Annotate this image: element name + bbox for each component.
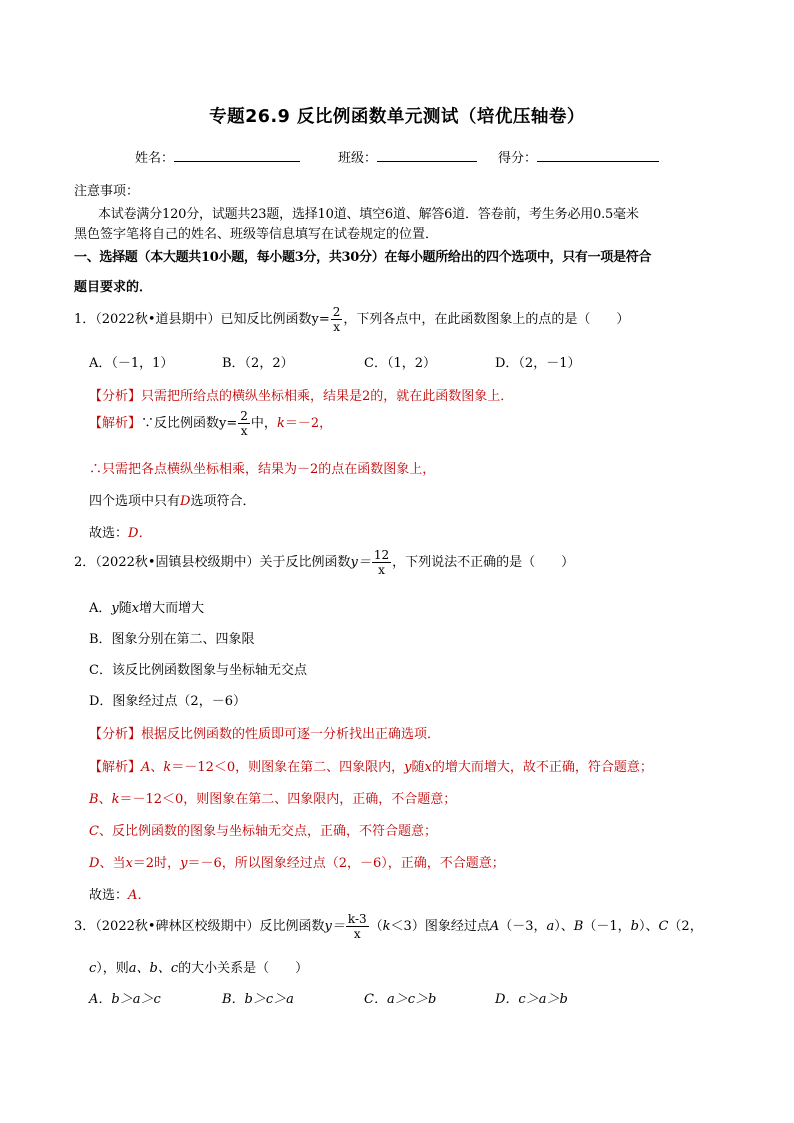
q2-option-c[interactable]: C．该反比例函数图象与坐标轴无交点 bbox=[89, 663, 307, 678]
q1-option-b[interactable]: B．（2，2） bbox=[222, 356, 294, 371]
score-field[interactable] bbox=[498, 147, 659, 166]
q2-option-d[interactable]: D．图象经过点（2，－6） bbox=[89, 694, 246, 709]
q3-option-a[interactable]: A．b＞a＞c bbox=[89, 992, 161, 1007]
q1-solution-line2: ∴只需把各点横纵坐标相乘，结果为－2的点在函数图象上， bbox=[89, 462, 436, 477]
notice-line1: 本试卷满分120分，试题共23题，选择10道、填空6道、解答6道．答卷前，考生务必用0.5毫米 bbox=[98, 207, 639, 222]
q1-option-a[interactable]: A．（－1，1） bbox=[89, 356, 174, 371]
page-title: 专题26.9 反比例函数单元测试（培优压轴卷） bbox=[209, 107, 585, 127]
name-field[interactable] bbox=[135, 147, 300, 166]
q2-solution-line1: 【解析】A、k＝－12＜0，则图象在第二、四象限内，y随x的增大而增大，故不正确，符合题意； bbox=[89, 760, 653, 775]
q2-solution-line3: C、反比例函数的图象与坐标轴无交点，正确，不符合题意； bbox=[89, 824, 437, 839]
class-field[interactable] bbox=[338, 147, 477, 166]
score-blank[interactable] bbox=[537, 149, 659, 162]
score-label: 得分： bbox=[498, 151, 538, 166]
q2-solution-line2: B、k＝－12＜0，则图象在第二、四象限内，正确，不合题意； bbox=[89, 792, 457, 807]
solution-tag: 【解析】 bbox=[89, 416, 142, 431]
q3-option-c[interactable]: C．a＞c＞b bbox=[364, 992, 437, 1007]
q1-option-d[interactable]: D．（2，－1） bbox=[495, 356, 581, 371]
q1-solution-line3: 四个选项中只有D选项符合． bbox=[89, 494, 256, 509]
class-blank[interactable] bbox=[377, 149, 477, 162]
fraction: $\frac{2}{x}$ bbox=[332, 305, 341, 334]
notice-line2: 黑色签字笔将自己的姓名、班级等信息填写在试卷规定的位置． bbox=[74, 227, 439, 242]
name-blank[interactable] bbox=[174, 149, 300, 162]
question-3-stem: 3．（2022秋•碑林区校级期中）反比例函数y＝ $\frac{k-3}{x}$ （k＜3）图象经过点A（－3，a）、B（－1，b）、C（2， bbox=[74, 912, 703, 941]
q2-option-a[interactable]: A．y随x增大而增大 bbox=[89, 601, 205, 616]
question-2-stem: 2．（2022秋•固镇县校级期中）关于反比例函数y＝ $\frac{12}{x}$ ，下列说法不正确的是（ ） bbox=[74, 548, 575, 577]
equation-y: y= bbox=[311, 312, 330, 327]
name-label: 姓名： bbox=[135, 151, 175, 166]
q3-option-d[interactable]: D．c＞a＞b bbox=[495, 992, 568, 1007]
section-heading-cont: 题目要求的． bbox=[74, 280, 153, 295]
section-heading: 一、选择题（本大题共10小题，每小题3分，共30分）在每小题所给出的四个选项中，只有一项是符合 bbox=[74, 250, 652, 265]
q1-option-c[interactable]: C．（1，2） bbox=[364, 356, 436, 371]
notice-heading: 注意事项： bbox=[74, 184, 140, 199]
q2-option-b[interactable]: B．图象分别在第二、四象限 bbox=[89, 632, 255, 647]
q2-answer: 故选：A． bbox=[89, 888, 151, 903]
q3-option-b[interactable]: B．b＞c＞a bbox=[222, 992, 294, 1007]
class-label: 班级： bbox=[338, 151, 378, 166]
q2-solution-line4: D、当x＝2时，y＝－6，所以图象经过点（2，－6），正确，不合题意； bbox=[89, 856, 505, 871]
question-1-stem: 1．（2022秋•道县期中）已知反比例函数y= $\frac{2}{x}$ ，下列各点中，在此函数图象上的点的是（ ） bbox=[74, 305, 630, 334]
analysis-tag: 【分析】 bbox=[89, 389, 142, 404]
q1-solution: 【解析】∵反比例函数y= $\frac{2}{x}$ 中，k＝－2， bbox=[89, 409, 333, 438]
q2-analysis: 【分析】根据反比例函数的性质即可逐一分析找出正确选项． bbox=[89, 727, 441, 742]
question-3-stem-cont: c），则a、b、c的大小关系是（ ） bbox=[89, 961, 309, 976]
q1-answer: 故选：D． bbox=[89, 526, 152, 541]
q1-analysis: 【分析】只需把所给点的横纵坐标相乘，结果是2的，就在此函数图象上． bbox=[89, 389, 514, 404]
